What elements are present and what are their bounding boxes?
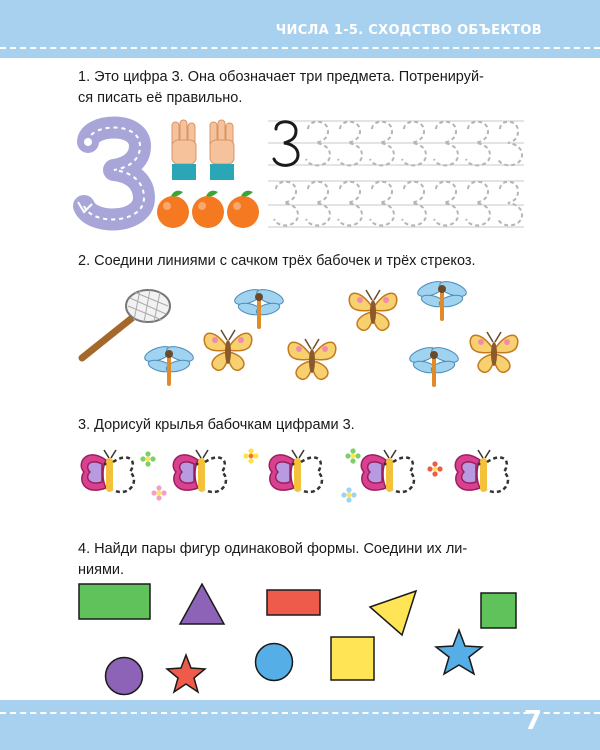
red-star-shape[interactable] (165, 653, 207, 695)
butterfly-with-wings-icon-1[interactable] (76, 450, 144, 502)
header-stitch-line (0, 47, 600, 49)
page-header-title: ЧИСЛА 1-5. СХОДСТВО ОБЪЕКТОВ (275, 23, 542, 38)
flower-icon-4 (342, 488, 356, 502)
three-oranges-icon (154, 188, 262, 230)
task-1-text-line-2: ся писать её правильно. (78, 90, 243, 106)
task-1-text-line-1: 1. Это цифра 3. Она обозначает три предмета. Потренируй- (78, 69, 484, 85)
purple-circle-shape[interactable] (104, 656, 144, 696)
blue-star-shape[interactable] (434, 628, 484, 676)
three-fingers-hands-icon (168, 120, 240, 184)
dragonfly-icon-4[interactable] (403, 345, 465, 387)
butterfly-with-wings-icon-4[interactable] (356, 450, 424, 502)
flower-icon-2 (152, 486, 166, 500)
task-4-text-line-2: ниями. (78, 562, 125, 578)
footer-band (0, 700, 600, 750)
dragonfly-icon-2[interactable] (411, 279, 473, 321)
yellow-square-shape[interactable] (330, 636, 375, 681)
green-square-shape[interactable] (480, 592, 517, 629)
yellow-triangle-shape[interactable] (368, 589, 418, 637)
red-rectangle-shape[interactable] (266, 589, 321, 616)
digit-tracing-area[interactable] (268, 117, 524, 233)
task-1-instructions (78, 67, 530, 109)
flower-icon-5 (346, 449, 360, 463)
butterfly-with-wings-icon-5[interactable] (450, 450, 518, 502)
green-rectangle-shape[interactable] (78, 583, 151, 620)
task-4-instructions (78, 539, 530, 581)
page-number: 7 (523, 706, 542, 736)
digit-three-illustration (74, 118, 154, 228)
flower-icon-1 (141, 452, 155, 466)
butterfly-with-wings-icon-3[interactable] (264, 450, 332, 502)
butterfly-icon-4[interactable] (467, 328, 521, 376)
dragonfly-icon-3[interactable] (138, 344, 200, 386)
footer-stitch-line (0, 712, 600, 714)
butterfly-icon-1[interactable] (201, 326, 255, 374)
butterfly-icon-3[interactable] (285, 335, 339, 383)
task-4-text-line-1: 4. Найди пары фигур одинаковой формы. Соедини их ли- (78, 541, 468, 557)
flower-icon-6 (428, 462, 442, 476)
flower-icon-3 (244, 449, 258, 463)
butterfly-icon-2[interactable] (346, 286, 400, 334)
task-2-instructions: 2. Соедини линиями с сачком трёх бабочек и трёх стрекоз. (78, 253, 476, 269)
purple-triangle-shape[interactable] (178, 582, 226, 626)
butterfly-with-wings-icon-2[interactable] (168, 450, 236, 502)
blue-circle-shape[interactable] (254, 642, 294, 682)
task-3-instructions: 3. Дорисуй крылья бабочкам цифрами 3. (78, 417, 355, 433)
dragonfly-icon-1[interactable] (228, 287, 290, 329)
